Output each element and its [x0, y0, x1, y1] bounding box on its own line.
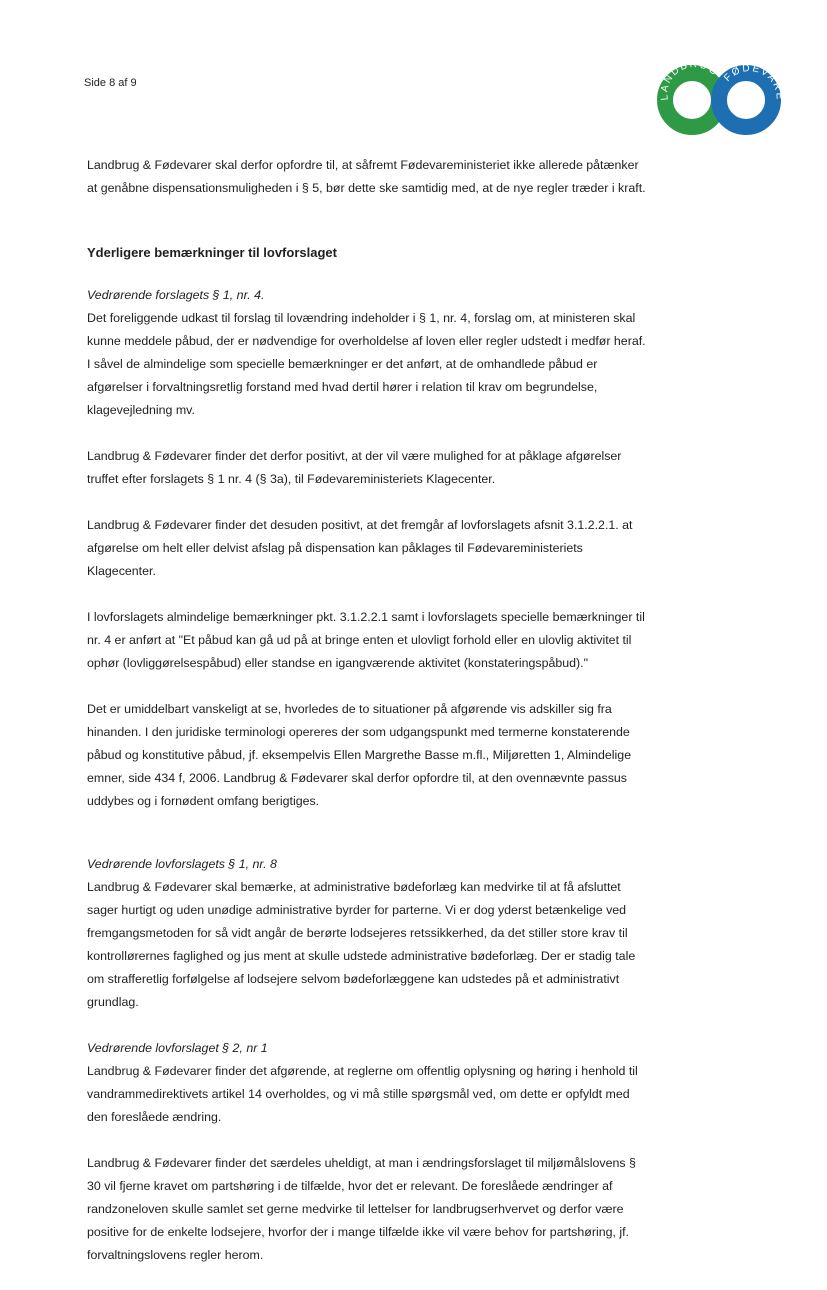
- section-heading: Yderligere bemærkninger til lovforslaget: [87, 245, 337, 260]
- section1-paragraph-3: Landbrug & Fødevarer finder det desuden positivt, at det fremgår af lovforslagets afsnit 3.1.2.2.1. at afgørelse om helt eller delvist afslag på dispensation kan påklages til Fødevareministeriets Klagecenter.: [87, 518, 633, 578]
- section1-paragraph-5: Det er umiddelbart vanskeligt at se, hvorledes de to situationer på afgørende vis adskiller sig fra hinanden. I den juridiske terminologi opereres der som udgangspunkt med termerne konstaterende påbud og konstitutive påbud, jf. eksempelvis Ellen Margrethe Basse m.fl., Miljøretten 1, Almindelige emner, side 434 f, 2006. Landbrug & Fødevarer skal derfor opfordre til, at den ovennævnte passus uddybes og i fornødent omfang berigtiges.: [87, 702, 632, 808]
- subheading-section3: Vedrørende lovforslaget § 2, nr 1: [87, 1041, 268, 1055]
- page-number: Side 8 af 9: [84, 77, 137, 89]
- document-body: [87, 154, 647, 1290]
- section1-paragraph-2: Landbrug & Fødevarer finder det derfor positivt, at der vil være mulighed for at påklage afgørelser truffet efter forslagets § 1 nr. 4 (§ 3a), til Fødevareministeriets Klagecenter.: [87, 449, 622, 486]
- section1-paragraph-1: Det foreliggende udkast til forslag til lovændring indeholder i § 1, nr. 4, forslag om, at ministeren skal kunne meddele påbud, der er nødvendige for overholdelse af loven eller regler udstedt i medfør heraf. I såvel de almindelige som specielle bemærkninger er det anført, at de omhandlede påbud er afgørelser i forvaltningsretlig forstand med hvad dertil hører i relation til krav om begrundelse, klagevejledning mv.: [87, 311, 646, 417]
- landbrug-foedevarer-logo: [656, 60, 782, 136]
- logo-left-text: LANDBRUG: [659, 60, 721, 101]
- logo-right-text: FØDEVA: [722, 62, 779, 86]
- subheading-section1: Vedrørende forslagets § 1, nr. 4.: [87, 288, 265, 302]
- section3-paragraph-2: Landbrug & Fødevarer finder det særdeles uheldigt, at man i ændringsforslaget til miljømålslovens § 30 vil fjerne kravet om partshøring i de tilfælde, hvor det er relevant. De foreslåede ændringer af randzoneloven skulle samlet set gerne medvirke til lettelser for landbrugserhvervet og derfor være positive for de enkelte lodsejere, hvorfor der i mange tilfælde ikke vil være behov for partshøring, jf. forvaltningslovens regler herom.: [87, 1156, 636, 1262]
- subheading-section2: Vedrørende lovforslagets § 1, nr. 8: [87, 857, 277, 871]
- intro-paragraph: Landbrug & Fødevarer skal derfor opfordre til, at såfremt Fødevareministeriet ikke allerede påtænker at genåbne dispensationsmuligheden i § 5, bør dette ske samtidig med, at de nye regler træder i kraft.: [87, 158, 646, 195]
- section2-paragraph-1: Landbrug & Fødevarer skal bemærke, at administrative bødeforlæg kan medvirke til at få afsluttet sager hurtigt og uden unødige administrative byrder for parterne. Vi er dog yderst betænkelige ved fremgangsmetoden for så vidt angår de berørte lodsejeres retssikkerhed, da det stiller store krav til kontrollørernes faglighed og jus ment at skulle udstede administrative bødeforlæg. Der er stadig tale om strafferetlig forfølgelse af lodsejere selvom bødeforlæggene kan udstedes på et administrativt grundlag.: [87, 880, 636, 1009]
- section3-paragraph-1: Landbrug & Fødevarer finder det afgørende, at reglerne om offentlig oplysning og høring i henhold til vandrammedirektivets artikel 14 overholdes, og vi må stille spørgsmål ved, om dette er opfyldt med den foreslåede ændring.: [87, 1064, 638, 1124]
- section1-paragraph-4: I lovforslagets almindelige bemærkninger pkt. 3.1.2.2.1 samt i lovforslagets specielle bemærkninger til nr. 4 er anført at "Et påbud kan gå ud på at bringe enten et ulovligt forhold eller en ulovlig aktivitet til ophør (lovliggørelsespåbud) eller standse en igangværende aktivitet (konstateringspåbud).": [87, 610, 645, 670]
